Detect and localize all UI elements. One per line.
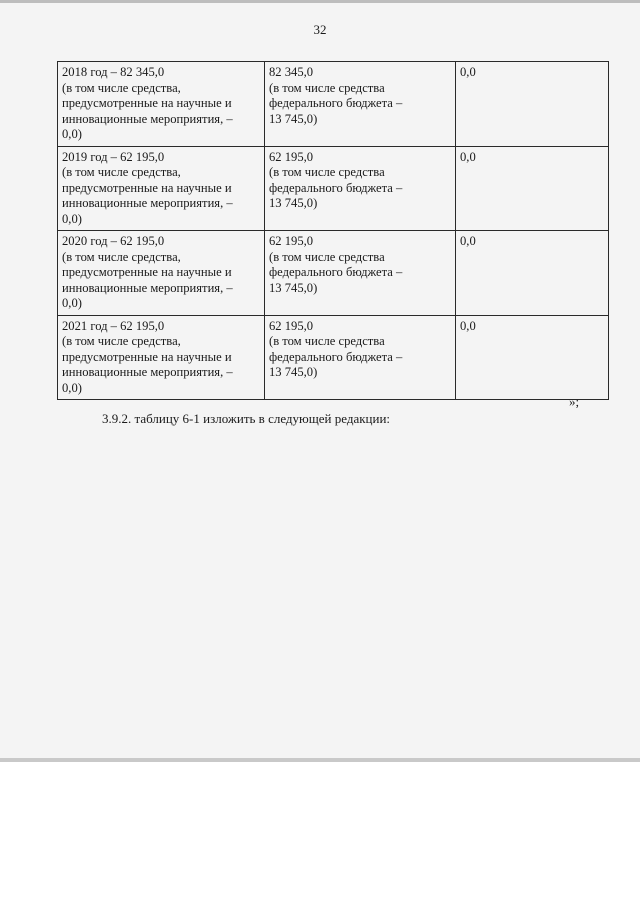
cell-line: 13 745,0): [269, 111, 318, 126]
cell-line: 2020 год – 62 195,0: [62, 234, 165, 248]
cell-line: предусмотренные на научные и: [62, 96, 232, 110]
budget-funding-cell: [265, 62, 456, 147]
cell-line: (в том числе средства,: [62, 165, 181, 179]
budget-funding-cell: [265, 146, 456, 231]
funding-table: [57, 61, 609, 400]
table-row: [58, 146, 609, 231]
cell-line: 2018 год – 82 345,0: [62, 65, 165, 79]
cell-line: 0,0: [460, 318, 476, 333]
table-row: [58, 315, 609, 400]
page-number: 32: [313, 22, 327, 37]
cell-line: (в том числе средства: [269, 334, 385, 348]
cell-line: 0,0: [460, 234, 476, 248]
budget-funding-cell: [265, 231, 456, 316]
budget-funding-cell: [265, 315, 456, 400]
other-funding-cell: [456, 146, 609, 231]
cell-line: (в том числе средства: [269, 80, 385, 95]
cell-line: (в том числе средства,: [62, 249, 181, 264]
cell-line: инновационные мероприятия, –: [62, 280, 233, 295]
cell-line: 13 745,0): [269, 365, 318, 379]
cell-line: 0,0: [460, 149, 476, 164]
cell-line: 0,0: [460, 65, 476, 79]
total-funding-cell: [58, 315, 265, 400]
cell-line: федерального бюджета –: [269, 180, 403, 195]
instruction-paragraph: 3.9.2. таблицу 6-1 изложить в следующей редакции:: [102, 411, 391, 426]
cell-line: предусмотренные на научные и: [62, 265, 232, 279]
other-funding-cell: [456, 62, 609, 147]
cell-line: (в том числе средства: [269, 249, 385, 264]
table-row: [58, 231, 609, 316]
cell-line: 13 745,0): [269, 280, 318, 295]
cell-line: 62 195,0: [269, 318, 314, 333]
cell-line: инновационные мероприятия, –: [62, 111, 233, 126]
table-row: [58, 62, 609, 147]
cell-line: 13 745,0): [269, 196, 318, 210]
total-funding-cell: [58, 146, 265, 231]
cell-line: (в том числе средства,: [62, 80, 181, 95]
total-funding-cell: [58, 62, 265, 147]
cell-line: 62 195,0: [269, 149, 314, 164]
cell-line: 2021 год – 62 195,0: [62, 318, 165, 333]
cell-line: 2019 год – 62 195,0: [62, 149, 165, 164]
cell-line: федерального бюджета –: [269, 96, 403, 110]
cell-line: предусмотренные на научные и: [62, 349, 232, 364]
cell-line: федерального бюджета –: [269, 349, 403, 364]
cell-line: (в том числе средства,: [62, 334, 181, 348]
cell-line: 0,0): [62, 380, 82, 395]
cell-line: федерального бюджета –: [269, 265, 403, 279]
cell-line: предусмотренные на научные и: [62, 180, 232, 195]
cell-line: 0,0): [62, 127, 82, 141]
cell-line: (в том числе средства: [269, 165, 385, 179]
cell-line: инновационные мероприятия, –: [62, 365, 233, 379]
cell-line: 82 345,0: [269, 65, 314, 79]
total-funding-cell: [58, 231, 265, 316]
other-funding-cell: [456, 231, 609, 316]
cell-line: инновационные мероприятия, –: [62, 196, 233, 210]
other-funding-cell: [456, 315, 609, 400]
cell-line: 0,0): [62, 296, 82, 310]
cell-line: 0,0): [62, 211, 82, 226]
cell-line: 62 195,0: [269, 234, 314, 248]
closing-quote: »;: [569, 394, 580, 409]
